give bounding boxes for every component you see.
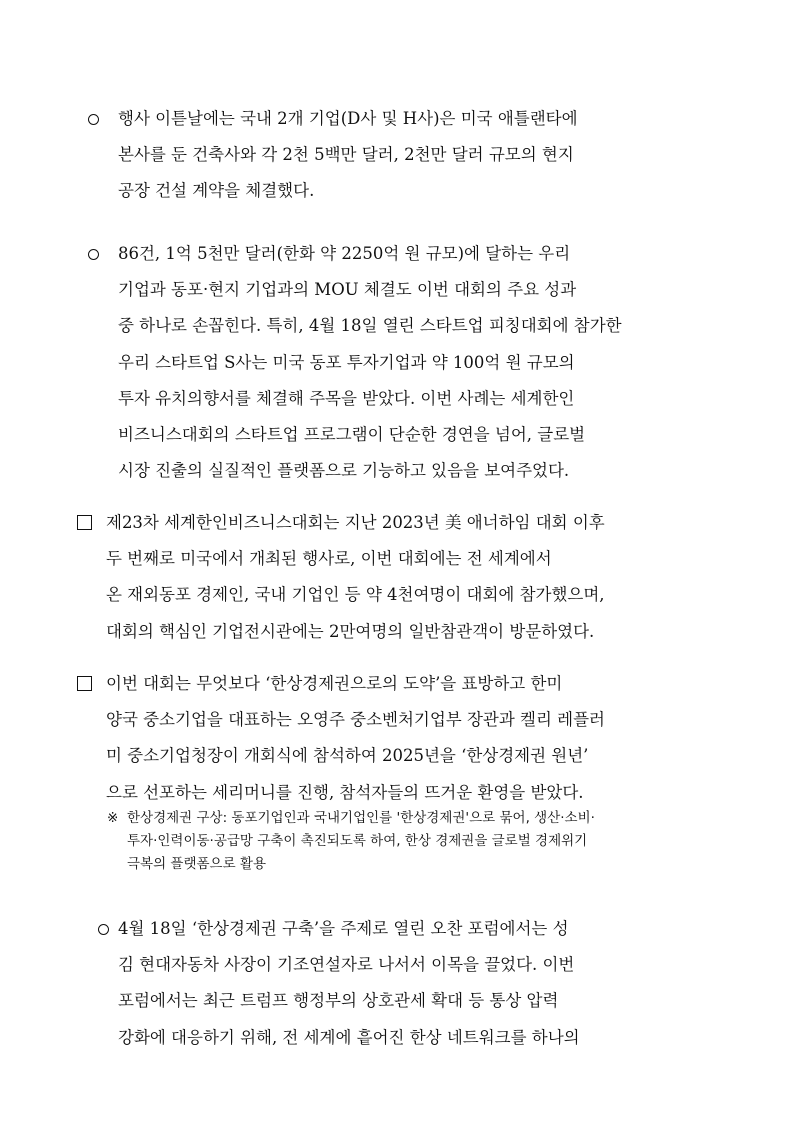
square-bullet-icon xyxy=(77,666,92,704)
text-line: 강화에 대응하기 위해, 전 세계에 흩어진 한상 네트워크를 하나의 xyxy=(118,1027,580,1047)
square-item-1 xyxy=(77,505,737,650)
text-line: 김 현대자동차 사장이 기조연설자로 나서서 이목을 끌었다. 이번 xyxy=(118,955,575,975)
circle-bullet-icon xyxy=(98,911,109,948)
text-line: 이번 대회는 무엇보다 ‘한상경제권으로의 도약’을 표방하고 한미 xyxy=(106,674,563,693)
text-line: 행사 이튿날에는 국내 2개 기업(D사 및 H사)은 미국 애틀랜타에 xyxy=(118,109,578,128)
paragraph-4 xyxy=(106,666,737,811)
text-line: 공장 건설 계약을 체결했다. xyxy=(118,181,315,201)
text-line: 4월 18일 ‘한상경제권 구축’을 주제로 열린 오찬 포럼에서는 성 xyxy=(118,919,569,938)
square-bullet-icon xyxy=(77,505,92,543)
note-line: 한상경제권 구상: 동포기업인과 국내기업인를 '한상경제권'으로 묶어, 생산·소비· xyxy=(127,810,595,826)
note-item xyxy=(107,807,737,876)
text-line: 본사를 둔 건축사와 각 2천 5백만 달러, 2천만 달러 규모의 현지 xyxy=(118,145,574,165)
text-line: 대회의 핵심인 기업전시관에는 2만여명의 일반참관객이 방문하였다. xyxy=(106,621,595,641)
bullet-item-3 xyxy=(98,911,728,1056)
bullet-item-1 xyxy=(88,101,728,210)
bullet-item-2 xyxy=(88,236,728,489)
text-line: 비즈니스대회의 스타트업 프로그램이 단순한 경연을 넘어, 글로벌 xyxy=(118,425,586,445)
text-line: 온 재외동포 경제인, 국내 기업인 등 약 4천여명이 대회에 참가했으며, xyxy=(106,585,605,605)
circle-bullet-icon xyxy=(88,101,99,138)
paragraph-1 xyxy=(118,101,728,210)
note-line: 투자·인력이동·공급망 구축이 촉진되도록 하여, 한상 경제권을 글로벌 경제위기 xyxy=(127,833,588,849)
note-line: 극복의 플랫폼으로 활용 xyxy=(127,856,266,872)
text-line: 우리 스타트업 S사는 미국 동포 투자기업과 약 100억 원 규모의 xyxy=(118,352,575,372)
text-line: 미 중소기업청장이 개회식에 참석하여 2025년을 ‘한상경제권 원년’ xyxy=(106,746,589,766)
text-line: 기업과 동포·현지 기업과의 MOU 체결도 이번 대회의 주요 성과 xyxy=(118,280,577,300)
paragraph-6 xyxy=(118,911,728,1056)
reference-mark-icon: ※ xyxy=(107,810,119,826)
text-line: 양국 중소기업을 대표하는 오영주 중소벤처기업부 장관과 켈리 레플러 xyxy=(106,710,605,730)
text-line: 포럼에서는 최근 트럼프 행정부의 상호관세 확대 등 통상 압력 xyxy=(118,991,559,1011)
circle-bullet-icon xyxy=(88,236,99,273)
text-line: 제23차 세계한인비즈니스대회는 지난 2023년 美 애너하임 대회 이후 xyxy=(106,513,605,532)
note-text xyxy=(127,807,737,876)
text-line: 86건, 1억 5천만 달러(한화 약 2250억 원 규모)에 달하는 우리 xyxy=(118,244,571,263)
text-line: 중 하나로 손꼽힌다. 특히, 4월 18일 열린 스타트업 피칭대회에 참가한 xyxy=(118,316,622,336)
paragraph-2 xyxy=(118,236,728,489)
text-line: 투자 유치의향서를 체결해 주목을 받았다. 이번 사례는 세계한인 xyxy=(118,388,575,408)
text-line: 으로 선포하는 세리머니를 진행, 참석자들의 뜨거운 환영을 받았다. xyxy=(106,782,584,802)
paragraph-3 xyxy=(106,505,737,650)
square-item-2 xyxy=(77,666,737,811)
text-line: 시장 진출의 실질적인 플랫폼으로 기능하고 있음을 보여주었다. xyxy=(118,461,570,481)
text-line: 두 번째로 미국에서 개최된 행사로, 이번 대회에는 전 세계에서 xyxy=(106,549,552,569)
